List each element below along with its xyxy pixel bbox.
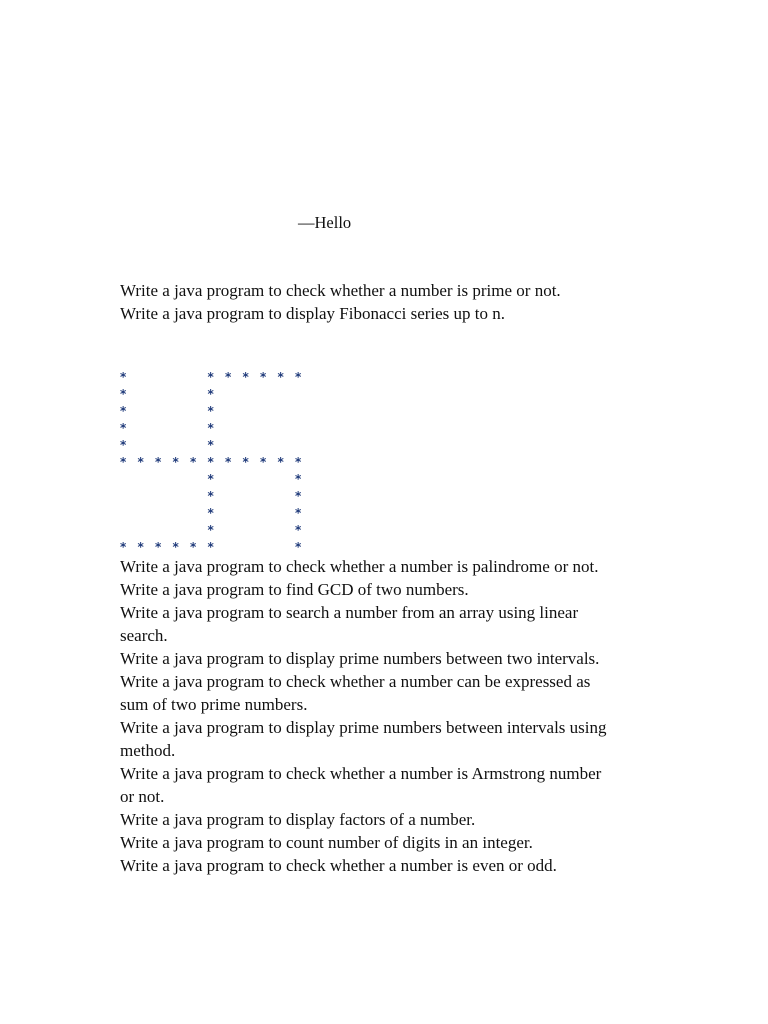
program-line: Write a java program to check whether a number can be expressed as <box>120 672 591 691</box>
program-line: or not. <box>120 787 165 806</box>
star-glyph: * <box>295 370 302 384</box>
star-glyph: * <box>172 455 179 469</box>
star-glyph: * <box>242 370 249 384</box>
star-glyph: * <box>277 455 284 469</box>
star-glyph: * <box>207 472 214 486</box>
star-glyph: * <box>207 523 214 537</box>
star-glyph: * <box>120 438 127 452</box>
star-glyph: * <box>120 370 127 384</box>
star-glyph: * <box>207 506 214 520</box>
star-glyph: * <box>260 455 267 469</box>
star-glyph: * <box>120 540 127 554</box>
star-glyph: * <box>155 455 162 469</box>
star-glyph: * <box>260 370 267 384</box>
star-glyph: * <box>137 455 144 469</box>
star-glyph: * <box>207 455 214 469</box>
program-line: Write a java program to check whether a number is palindrome or not. <box>120 557 599 576</box>
program-line: Write a java program to search a number from an array using linear <box>120 603 579 622</box>
program-line: Write a java program to check whether a number is even or odd. <box>120 856 557 875</box>
star-glyph: * <box>207 421 214 435</box>
star-glyph: * <box>295 540 302 554</box>
star-glyph: * <box>277 370 284 384</box>
star-glyph: * <box>295 472 302 486</box>
star-glyph: * <box>120 387 127 401</box>
program-line: Write a java program to find GCD of two numbers. <box>120 580 469 599</box>
program-line: Write a java program to display prime numbers between two intervals. <box>120 649 600 668</box>
star-glyph: * <box>207 404 214 418</box>
star-glyph: * <box>120 421 127 435</box>
program-line: Write a java program to check whether a number is Armstrong number <box>120 764 602 783</box>
star-glyph: * <box>155 540 162 554</box>
star-glyph: * <box>207 489 214 503</box>
program-line: sum of two prime numbers. <box>120 695 308 714</box>
star-glyph: * <box>295 523 302 537</box>
star-glyph: * <box>225 370 232 384</box>
star-glyph: * <box>207 370 214 384</box>
program-line: method. <box>120 741 176 760</box>
star-glyph: * <box>190 455 197 469</box>
star-glyph: * <box>295 506 302 520</box>
star-glyph: * <box>172 540 179 554</box>
star-glyph: * <box>242 455 249 469</box>
program-line: Write a java program to display factors of a number. <box>120 810 476 829</box>
star-glyph: * <box>207 540 214 554</box>
program-line: Write a java program to display prime numbers between intervals using <box>120 718 607 737</box>
greeting-text: —Hello <box>298 213 352 232</box>
star-glyph: * <box>295 455 302 469</box>
star-glyph: * <box>120 455 127 469</box>
star-glyph: * <box>295 489 302 503</box>
star-glyph: * <box>207 387 214 401</box>
program-line: search. <box>120 626 168 645</box>
star-glyph: * <box>225 455 232 469</box>
program-line: Write a java program to check whether a number is prime or not. <box>120 281 561 300</box>
star-glyph: * <box>190 540 197 554</box>
star-glyph: * <box>207 438 214 452</box>
star-glyph: * <box>120 404 127 418</box>
star-glyph: * <box>137 540 144 554</box>
program-line: Write a java program to count number of digits in an integer. <box>120 833 533 852</box>
program-line: Write a java program to display Fibonacci series up to n. <box>120 304 506 323</box>
